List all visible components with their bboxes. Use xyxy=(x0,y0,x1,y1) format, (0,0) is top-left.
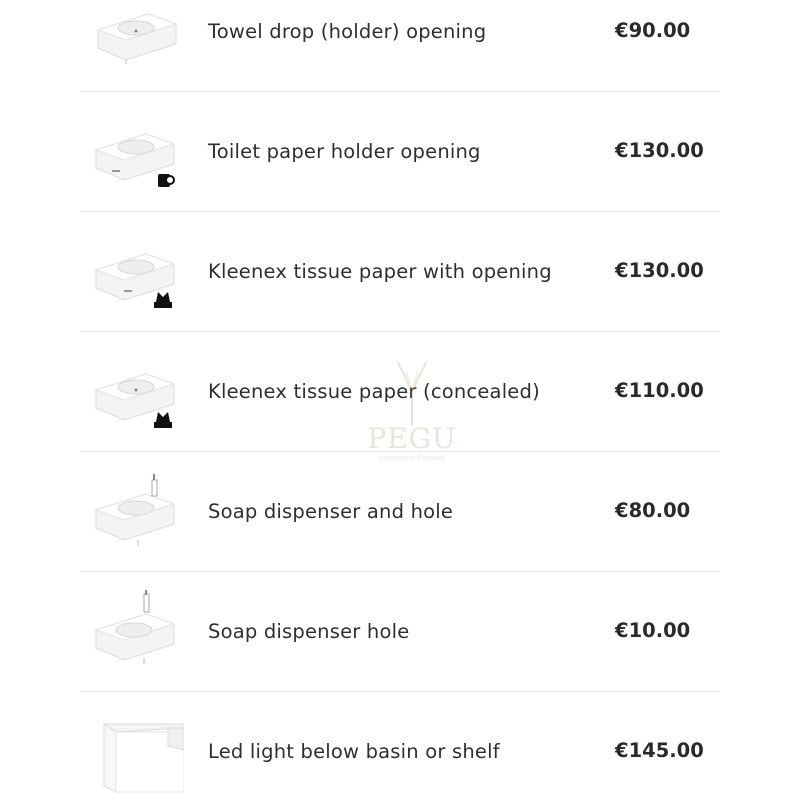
option-price: €80.00 xyxy=(615,499,691,522)
option-row[interactable] xyxy=(80,92,720,212)
option-price: €130.00 xyxy=(615,259,704,282)
options-list xyxy=(80,0,720,812)
option-name: Soap dispenser and hole xyxy=(208,500,454,523)
option-name: Soap dispenser hole xyxy=(208,620,410,643)
soap-hole-basin-icon xyxy=(88,590,184,674)
option-name: Towel drop (holder) opening xyxy=(208,20,487,43)
option-row[interactable] xyxy=(80,212,720,332)
led-light-shelf-icon xyxy=(88,710,184,794)
option-name: Kleenex tissue paper (concealed) xyxy=(208,380,540,403)
option-row[interactable] xyxy=(80,572,720,692)
towel-drop-basin-icon xyxy=(88,0,184,74)
option-price: €10.00 xyxy=(615,619,691,642)
watermark-logo-text: PEGU xyxy=(367,422,457,455)
option-row[interactable] xyxy=(80,0,720,92)
option-name: Toilet paper holder opening xyxy=(208,140,481,163)
option-row[interactable] xyxy=(80,452,720,572)
tissue-open-basin-icon xyxy=(88,230,184,314)
option-price: €145.00 xyxy=(615,739,704,762)
option-price: €110.00 xyxy=(615,379,704,402)
soap-dispenser-basin-icon xyxy=(88,470,184,554)
option-name: Led light below basin or shelf xyxy=(208,740,500,763)
option-price: €90.00 xyxy=(615,19,691,42)
option-name: Kleenex tissue paper with opening xyxy=(208,260,552,283)
option-row[interactable] xyxy=(80,332,720,452)
watermark-tagline: Luxurious Fashion xyxy=(379,454,445,462)
toilet-paper-basin-icon xyxy=(88,110,184,194)
tissue-concealed-basin-icon xyxy=(88,350,184,434)
option-row[interactable] xyxy=(80,692,720,812)
option-price: €130.00 xyxy=(615,139,704,162)
